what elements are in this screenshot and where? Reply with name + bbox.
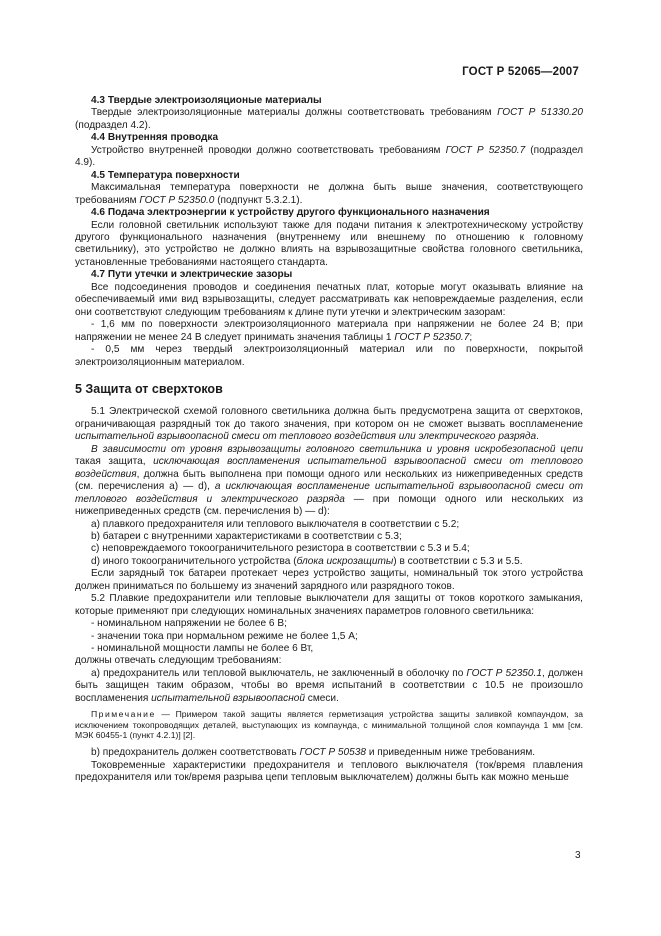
section-5-heading: 5 Защита от сверхтоков [75,381,223,396]
note: Примечание — Примером такой защиты является герметизация устройства защиты заливкой компаундом, за исключением токопроводящих деталей, выступающих из компаунда, с минимальной толщиной слоя компаунда 1 мм [см. МЭК 60455-1 (пункт 4.2.1)] [2]. [75,709,583,741]
section-4-4-text: Устройство внутренней проводки должно соответствовать требованиям ГОСТ Р 52350.7 (подраздел 4.9). [75,144,583,169]
section-4-6-text: Если головной светильник используют также для подачи питания к электротехническому устройству другого функционального назначения (внутреннему или внешнему по отношению к головному светильнику), это устройство не должно влиять на взрывозащитные свойства головного светильника, установленные требованиями настоящего стандарта. [75,219,583,268]
list-item-d: d) иного токоограничительного устройства (блока искрозащиты) в соответствии с 5.3 и 5.5. [91,555,523,567]
list-item-dash: - 1,6 мм по поверхности электроизоляционного материала при напряжении не более 24 В; при напряжении не менее 24 В следует принимать значения таблицы 1 ГОСТ Р 52350.7; [75,319,583,343]
list-item-dash: - номинальном напряжении не более 6 В; [91,618,287,630]
standard-reference: ГОСТ Р 51330.20 [497,107,583,119]
list-item-a: a) плавкого предохранителя или теплового выключателя в соответствии с 5.2; [91,518,460,530]
standard-reference: ГОСТ Р 52350.7 [394,331,470,343]
section-4-7-heading: 4.7 Пути утечки и электрические зазоры [91,269,293,281]
standard-reference: ГОСТ Р 52350.1 [466,667,542,679]
section-5-1-text: 5.1 Электрической схемой головного светильника должна быть предусмотрена защита от сверхтоков, ограничивающая разрядный ток до такого значения, при котором он не сможет вызвать воспламенение испытательной взрывоопасной смеси от теплового воздействия или электрического разряда. [75,406,583,443]
requirement-b: b) предохранитель должен соответствовать ГОСТ Р 50538 и приведенным ниже требованиям. [91,747,536,759]
section-4-5-text: Максимальная температура поверхности не должна быть выше значения, соответствующего требованиям ГОСТ Р 52350.0 (подпункт 5.3.2.1). [75,182,583,206]
list-item-c: c) неповреждаемого токоограничительного резистора в соответствии с 5.3 и 5.4; [91,543,470,555]
requirement-a: a) предохранитель или тепловой выключатель, не заключенный в оболочку по ГОСТ Р 52350.1, должен быть защищен таким образом, чтобы во время испытаний в соответствии с 10.5 не произошло воспламенения испытательной взрывоопасной смеси. [75,667,583,704]
list-item-b: b) батареи с внутренними характеристиками в соответствии с 5.3; [91,530,402,542]
section-4-6-heading: 4.6 Подача электроэнергии к устройству другого функционального назначения [91,207,490,219]
note-label: Примечание [91,709,156,720]
document-header: ГОСТ Р 52065—2007 [462,66,579,78]
section-5-1-paragraph-2: В зависимости от уровня взрывозащиты головного светильника и уровня искробезопасной цепи такая защита, исключающая воспламенения испытательной взрывоопасной смеси от теплового воздействия, должна быть выполнена при помощи одного или нескольких из нижеприведенных средств (см. перечисления a) — d), а исключающая воспламенение испытательной взрывоопасной смеси от теплового воздействия и электрического разряда — при помощи одного или нескольких из нижеприведенных средств (см. перечисления b) — d): [75,443,584,518]
list-item-dash: - значении тока при нормальном режиме не более 1,5 А; [91,630,358,642]
section-4-3-heading: 4.3 Твердые электроизоляционые материалы [91,95,322,106]
section-4-7-text: Все подсоединения проводов и соединения печатных плат, которые могут оказывать влияние на обеспечиваемый ими вид взрывозащиты, следует рассматривать как неповреждаемые разделения, если они соответствуют следующим требованиям к длине пути утечки и электрическим зазорам: [75,281,583,318]
standard-reference: ГОСТ Р 50538 [299,747,367,759]
section-4-4-heading: 4.4 Внутренняя проводка [91,132,219,144]
section-5-2-text: 5.2 Плавкие предохранители или тепловые выключатели для защиты от токов короткого замыкания, которые применяют при следующих номинальных значениях параметров головного светильника: [75,593,583,617]
standard-reference: ГОСТ Р 52350.7 [445,144,526,156]
section-5-1-paragraph-3: Если зарядный ток батареи протекает через устройство защиты, номинальный ток этого устройства должен приниматься по большему из значений зарядного или разрядного токов. [75,568,583,592]
section-5-2-paragraph-end: Токовременные характеристики предохранителя и теплового выключателя (ток/время плавления предохранителя или ток/время разрыва цепи тепловым выключателем) должны быть как можно меньше [75,759,583,783]
section-4-3-text: Твердые электроизоляционные материалы должны соответствовать требованиям ГОСТ Р 51330.20 (подраздел 4.2). [75,107,583,131]
page-body [75,95,583,784]
list-item-dash: - номинальной мощности лампы не более 6 Вт, [91,643,314,655]
section-4-5-heading: 4.5 Температура поверхности [91,169,240,181]
standard-reference: ГОСТ Р 52350.0 [139,194,215,206]
section-5-2-continuation: должны отвечать следующим требованиям: [75,655,282,667]
list-item-dash: - 0,5 мм через твердый электроизоляционный материал или по поверхности, покрытой электроизоляционным материалом. [75,344,583,368]
page-number: 3 [575,850,581,861]
